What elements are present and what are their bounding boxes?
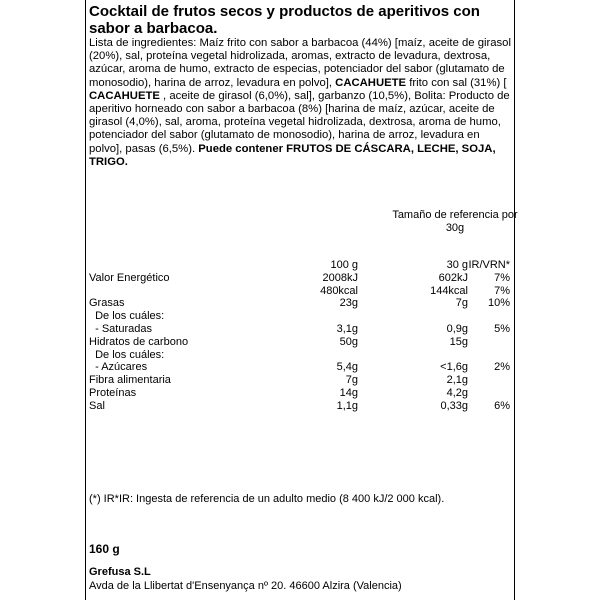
nutrient-label: Proteínas xyxy=(89,386,137,399)
ir-value: 7% xyxy=(494,284,510,297)
nutrient-label: Hidratos de carbono xyxy=(89,335,189,348)
per-30g-value: 144kcal xyxy=(430,284,468,297)
nutrient-label: De los cuáles: xyxy=(89,348,165,361)
per-30g-value: 602kJ xyxy=(438,271,468,284)
nutrition-row xyxy=(89,400,513,413)
nutrition-table xyxy=(89,259,513,413)
nutrient-label: - Saturadas xyxy=(89,322,152,335)
per-30g-value: <1,6g xyxy=(440,361,468,374)
nutrition-row xyxy=(89,374,513,387)
nutrition-row xyxy=(89,361,513,374)
nutrition-row xyxy=(89,297,513,310)
per-30g-value: 7g xyxy=(455,297,468,310)
company-address: Avda de la Llibertat d'Ensenyança nº 20. 46600 Alzira (Valencia) xyxy=(89,580,402,592)
per-30g-value: 4,2g xyxy=(446,386,468,399)
nutrient-label: Fibra alimentaria xyxy=(89,374,171,387)
per-30g-value: 0,33g xyxy=(440,399,468,412)
per-100g-value: 50g xyxy=(339,335,358,348)
ir-value: 7% xyxy=(494,271,510,284)
allergen-peanut: CACAHUETE xyxy=(89,89,160,102)
reference-size: Tamaño de referencia por 30g xyxy=(392,209,518,234)
per-100g-value: 480kcal xyxy=(320,284,358,297)
ir-value: IR/VRN* xyxy=(468,259,510,271)
ingredients-text: , aceite de girasol (6,0%), sal], garbanzo (10,5%), Bolita: Producto de aperitivo horneado con sabor a barbacoa (8%) [harina de maíz, azúcar, aceite de girasol (4,0%), sal, aroma, proteína vegetal hidrolizada, dextrosa, aroma de humo, potenciador del sabor (glutamato de monosodio), harina de arroz, levadura en polvo], pasas (6,5%). xyxy=(89,89,510,155)
allergen-warning: Puede contener FRUTOS DE CÁSCARA, LECHE, SOJA, TRIGO. xyxy=(89,142,496,168)
ir-value: 10% xyxy=(487,297,510,310)
per-100g-value: 14g xyxy=(339,386,358,399)
nutrient-label: Grasas xyxy=(89,297,125,310)
reference-intake-footnote: (*) IR*IR: Ingesta de referencia de un adulto medio (8 400 kJ/2 000 kcal). xyxy=(89,493,445,505)
nutrition-row xyxy=(89,387,513,400)
per-100g-value: 100 g xyxy=(330,259,358,271)
net-weight: 160 g xyxy=(89,542,120,556)
nutrition-row xyxy=(89,285,513,298)
per-30g-value: 30 g xyxy=(446,259,468,271)
ir-value: 6% xyxy=(494,399,510,412)
nutrition-row xyxy=(89,323,513,336)
per-100g-value: 7g xyxy=(345,374,358,387)
per-30g-value: 15g xyxy=(449,335,468,348)
ingredients-list xyxy=(89,37,513,169)
nutrition-row xyxy=(89,336,513,349)
nutrient-label: Valor Energético xyxy=(89,271,170,284)
label-page xyxy=(85,0,518,600)
per-100g-value: 2008kJ xyxy=(322,271,358,284)
per-100g-value: 1,1g xyxy=(336,399,358,412)
ingredients-text: Lista de ingredientes: Maíz frito con sabor a barbacoa (44%) [maíz, aceite de girasol (20%), sal, proteína vegetal hidrolizada, aromas, extracto de levadura, dextrosa, azúcar, aroma de humo, extracto de especias, potenciador del sabor (glutamato de monosodio), harina de arroz, levadura en polvo], xyxy=(89,37,511,89)
nutrient-label: - Azúcares xyxy=(89,361,148,374)
per-100g-value: 5,4g xyxy=(336,361,358,374)
per-30g-value: 0,9g xyxy=(446,322,468,335)
nutrition-row xyxy=(89,259,513,272)
company-name: Grefusa S.L xyxy=(89,566,151,578)
nutrition-row xyxy=(89,310,513,323)
ingredients-text: frito con sal (31%) [ xyxy=(406,76,507,89)
ir-value: 5% xyxy=(494,322,510,335)
nutrient-label: De los cuáles: xyxy=(89,310,165,323)
allergen-peanut: CACAHUETE xyxy=(335,76,407,89)
product-title: Cocktail de frutos secos y productos de aperitivos con sabor a barbacoa. xyxy=(89,3,480,37)
nutrient-label: Sal xyxy=(89,399,105,412)
nutrition-row xyxy=(89,272,513,285)
per-100g-value: 3,1g xyxy=(336,322,358,335)
nutrition-row xyxy=(89,349,513,362)
per-100g-value: 23g xyxy=(339,297,358,310)
ir-value: 2% xyxy=(494,361,510,374)
per-30g-value: 2,1g xyxy=(446,374,468,387)
